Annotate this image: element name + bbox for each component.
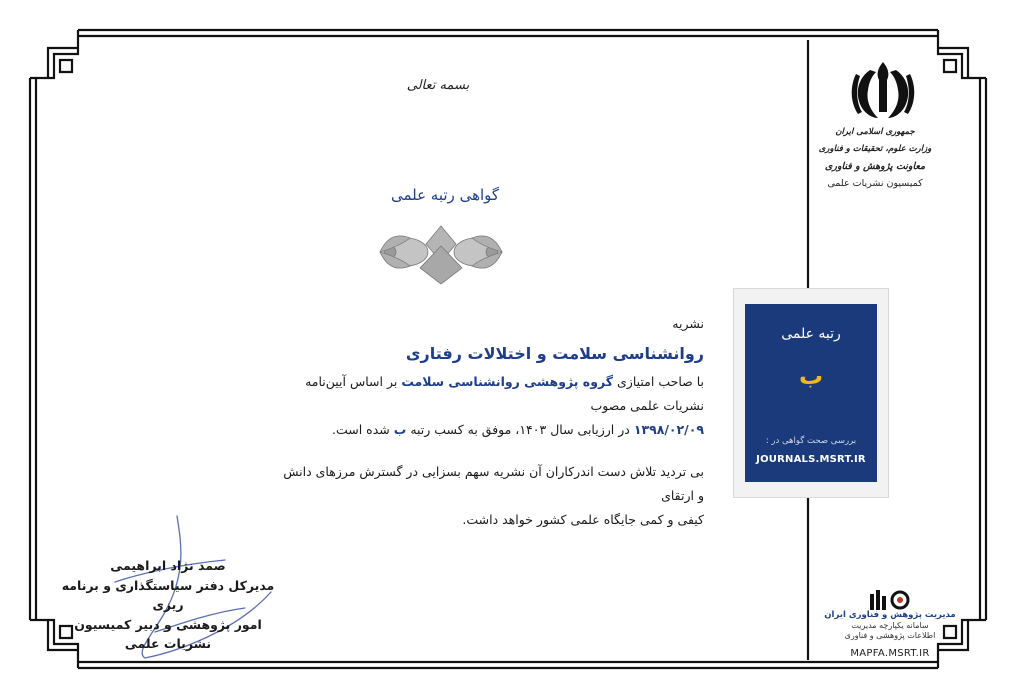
badge-grade: ب: [798, 362, 824, 390]
signatory-role-3: نشریات علمی: [124, 636, 212, 651]
grade-badge: [733, 288, 889, 498]
eval-year: ۱۴۰۳: [519, 422, 547, 437]
closing-line-1: بی تردید تلاش دست اندرکاران آن نشریه سهم بسزایی در گسترش مرزهای دانش و ارتقای: [283, 464, 704, 503]
certificate-body: [274, 312, 704, 532]
eval-text: در ارزیابی سال: [550, 422, 630, 437]
badge-url: JOURNALS.MSRT.IR: [756, 454, 866, 465]
mapfa-logo-icon: [866, 588, 916, 612]
body-line-2: [274, 418, 704, 442]
closing-line-2: کیفی و کمی جایگاه علمی کشور خواهد داشت.: [462, 512, 704, 527]
issuer-line-1: جمهوری اسلامی ایران: [835, 127, 915, 137]
mapfa-block: [822, 610, 958, 642]
signatory-role-1: مدیرکل دفتر سیاستگذاری و برنامه ریزی: [61, 577, 275, 612]
certificate-title: گواهی رتبه علمی: [390, 186, 500, 204]
badge-title: رتبه علمی: [781, 326, 841, 342]
iran-emblem-icon: [848, 60, 918, 122]
signatory-name: صمد نژاد ابراهیمی: [110, 558, 226, 573]
body-prefix: با صاحب امتیازی: [617, 374, 704, 389]
mapfa-url: MAPFA.MSRT.IR: [850, 648, 930, 659]
body-line-1: [274, 370, 704, 418]
issuer-line-4: کمیسیون نشریات علمی: [827, 178, 923, 189]
mapfa-line-1: مدیریت پژوهش و فناوری ایران: [824, 610, 956, 620]
body-suffix: بر اساس آیین‌نامه نشریات علمی مصوب: [305, 374, 704, 413]
mapfa-line-3: اطلاعات پژوهشی و فناوری: [844, 631, 936, 640]
badge-panel: [745, 304, 877, 482]
grade-value: ب: [393, 422, 407, 437]
issuer-line-2: وزارت علوم، تحقیقات و فناوری: [818, 144, 932, 154]
issuer-line-3: معاونت پژوهش و فناوری: [824, 161, 926, 172]
owner-name: گروه پژوهشی روانشناسی سلامت: [401, 374, 614, 389]
signatory-role-2: امور پژوهشی و دبیر کمیسیون: [74, 616, 262, 632]
arabesque-ornament-icon: [376, 222, 506, 286]
publication-label: نشریه: [672, 316, 704, 331]
badge-verify-text: بررسی صحت گواهی در :: [765, 436, 857, 446]
issuer-block: [800, 124, 950, 192]
basmala-heading: بسمه تعالی: [406, 78, 470, 93]
mapfa-line-2: سامانه یکپارچه مدیریت: [851, 620, 929, 630]
journal-name: روانشناسی سلامت و اختلالات رفتاری: [405, 344, 704, 363]
signatory-block: [46, 556, 290, 654]
approval-date: ۱۳۹۸/۰۲/۰۹: [633, 422, 704, 437]
achievement-text: ، موفق به کسب رتبه: [410, 422, 520, 437]
body-end: شده است.: [332, 422, 390, 437]
